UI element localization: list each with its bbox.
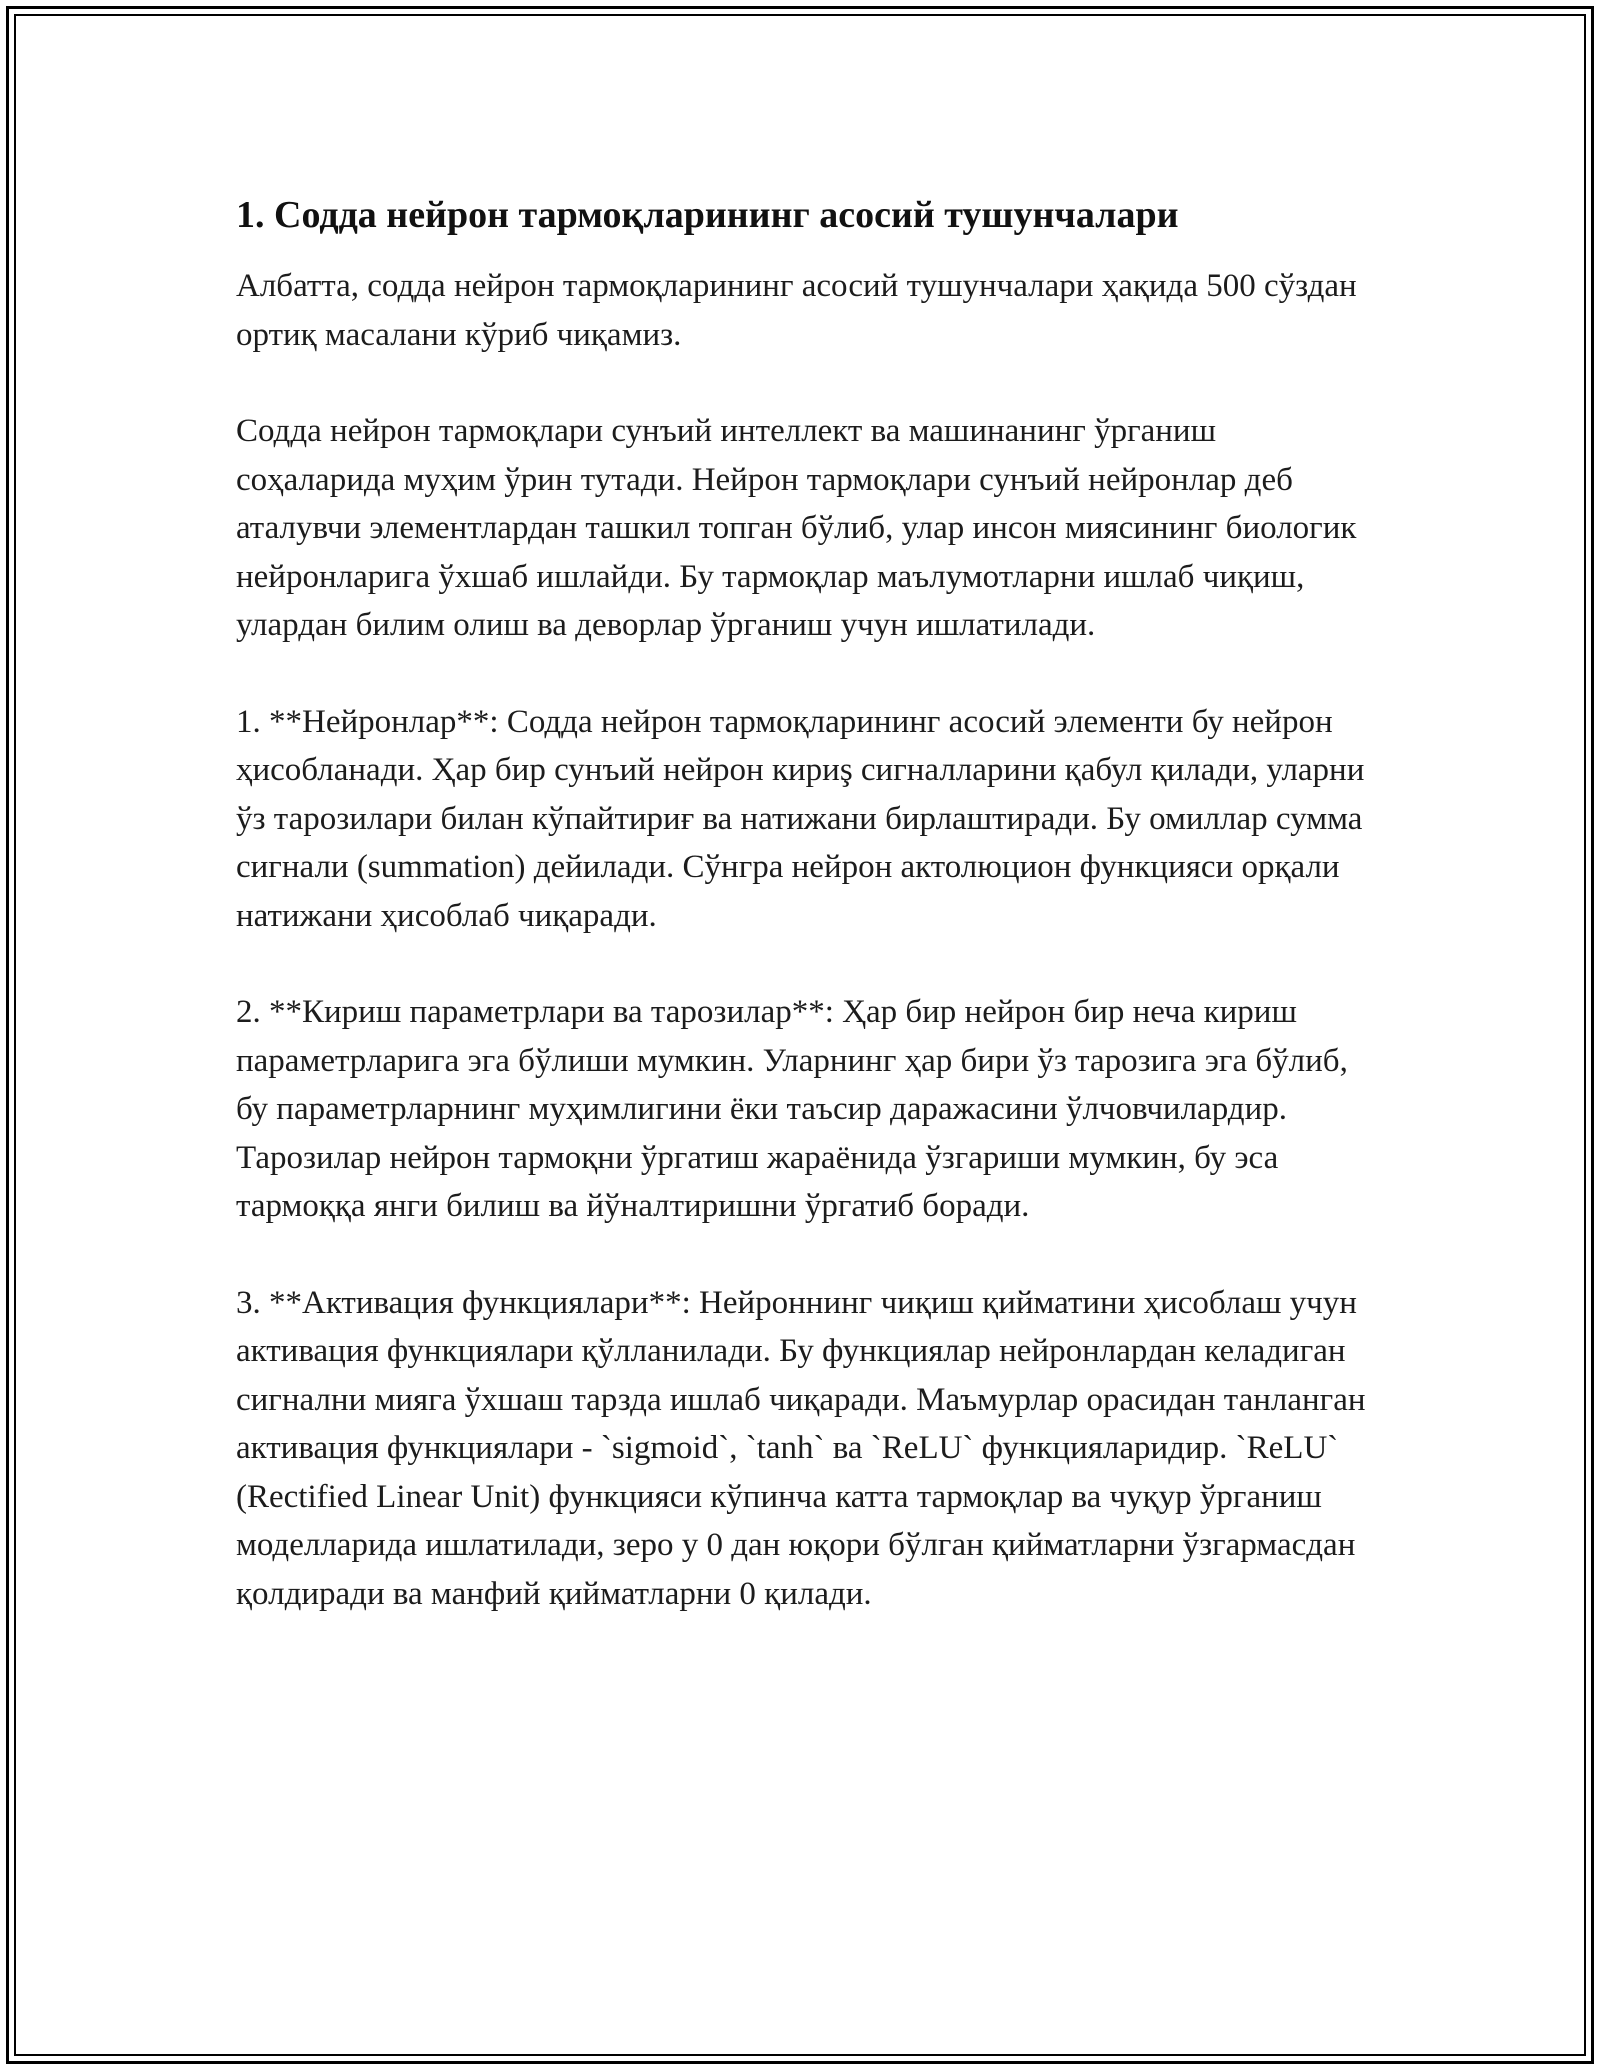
paragraph-inputs-weights: 2. **Кириш параметрлари ва тарозилар**: Ҳар бир нейрон бир неча кириш параметрларига эга бўлиши мумкин. Уларнинг ҳар бири ўз тарозига эга бўлиб, бу параметрларнинг муҳимлигини ёки таъсир даражасини ўлчовчилардир. Тарозилар нейрон тармоқни ўргатиш жараёнида ўзгариши мумкин, бу эса тармоққа янги билиш ва йўналтиришни ўргатиб боради.	[236, 994, 1348, 1224]
document-title: 1. Содда нейрон тармоқларининг асосий тушунчалари	[236, 194, 1179, 236]
document-body	[236, 188, 1366, 1666]
paragraph-neurons: 1. **Нейронлар**: Содда нейрон тармоқларининг асосий элементи бу нейрон ҳисобланади. Ҳар бир сунъий нейрон кириş сигналларини қабул қилади, уларни ўз тарозилари билан кўпайтириғ ва натижани бирлаштиради. Бу омиллар сумма сигнали (summation) дейилади. Сўнгра нейрон актолюцион функцияси орқали натижани ҳисоблаб чиқаради.	[236, 703, 1365, 934]
paragraph-intro: Албатта, содда нейрон тармоқларининг асосий тушунчалари ҳақида 500 сўздан ортиқ масалани кўриб чиқамиз.	[236, 268, 1357, 353]
paragraph-overview: Содда нейрон тармоқлари сунъий интеллект ва машинанинг ўрганиш соҳаларида муҳим ўрин тутади. Нейрон тармоқлари сунъий нейронлар деб аталувчи элементлардан ташкил топган бўлиб, улар инсон миясининг биологик нейронларига ўхшаб ишлайди. Бу тармоқлар маълумотларни ишлаб чиқиш, улардан билим олиш ва деворлар ўрганиш учун ишлатилади.	[236, 413, 1357, 643]
paragraph-activation-functions: 3. **Активация функциялари**: Нейроннинг чиқиш қийматини ҳисоблаш учун активация функциялари қўлланилади. Бу функциялар нейронлардан келадиган сигнални мияга ўхшаш тарзда ишлаб чиқаради. Маъмурлар орасидан танланган активация функциялари - `sigmoid`, `tanh` ва `ReLU` функцияларидир. `ReLU` (Rectified Linear Unit) функцияси кўпинча катта тармоқлар ва чуқур ўрганиш моделларида ишлатилади, зеро у 0 дан юқори бўлган қийматларни ўзгармасдан қолдиради ва манфий қийматларни 0 қилади.	[236, 1284, 1366, 1612]
